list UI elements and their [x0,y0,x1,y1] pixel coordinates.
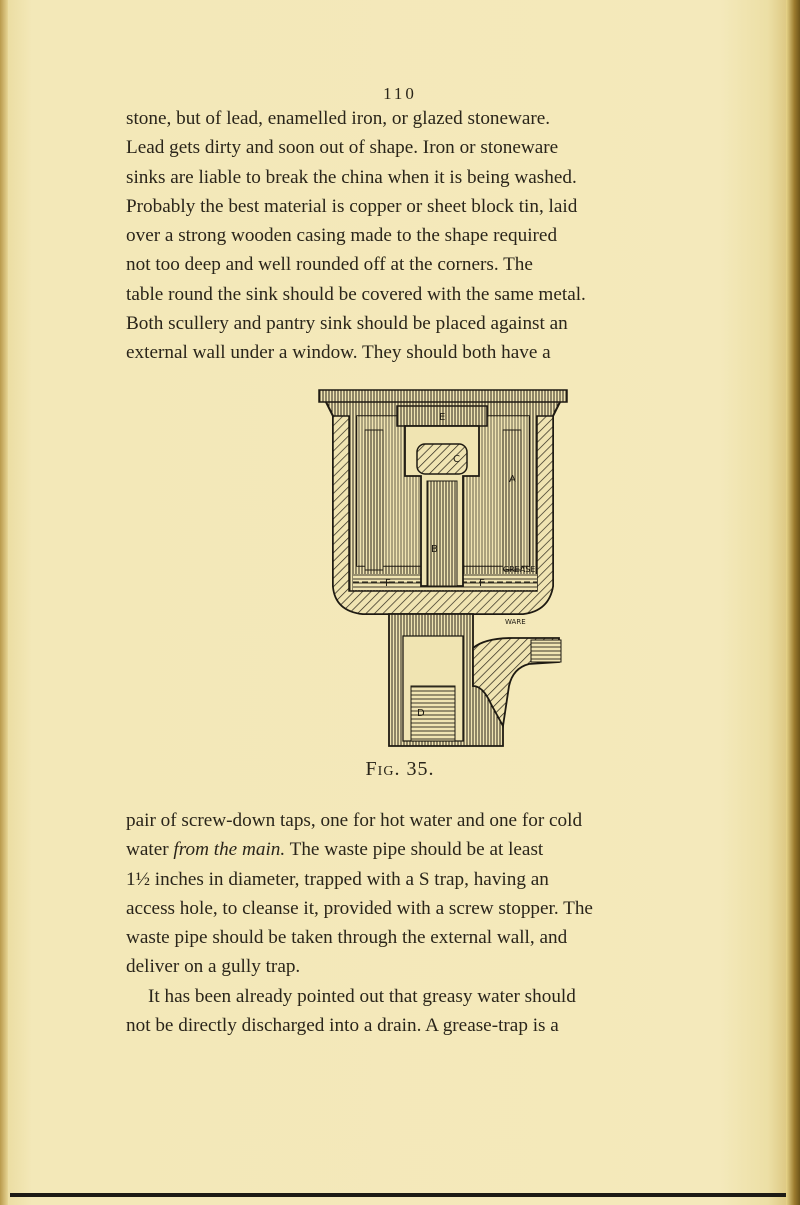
paragraph-bottom [126,806,726,1040]
label-d: D [417,708,425,719]
text-line: deliver on a gully trap. [126,956,301,978]
text-line: not too deep and well rounded off at the corners. The [126,254,533,276]
text-line: over a strong wooden casing made to the shape required [126,225,558,247]
text-line: Both scullery and pantry sink should be placed against an [126,313,568,335]
label-a: A [509,474,516,485]
text-line: external wall under a window. They should both have a [126,342,551,364]
label-grease: GREASE [503,565,536,574]
label-f-left: F [385,578,391,589]
text-line: table round the sink should be covered with the same metal. [126,283,586,305]
page-right-edge [786,0,800,1205]
page-number: 110 [383,84,417,103]
figure-caption: Fig. 35. [365,758,435,780]
text-line: access hole, to cleanse it, provided with a screw stopper. The [126,897,593,919]
page-left-edge [0,0,8,1205]
grease-trap-illustration [313,386,573,754]
text-line: waste pipe should be taken through the external wall, and [126,927,568,949]
label-ware: WARE [505,618,526,626]
text-line: Probably the best material is copper or sheet block tin, laid [126,195,578,217]
label-c: C [453,454,460,465]
paragraph-top [126,104,726,368]
label-e: E [439,412,446,423]
text-line: Lead gets dirty and soon out of shape. Iron or stoneware [126,137,559,159]
bottom-rule [10,1193,786,1197]
italic-phrase: from the main. [173,839,286,861]
text-line: sinks are liable to break the china when it is being washed. [126,166,577,188]
text-line: water from the main. The waste pipe should be at least [126,839,544,861]
text-line: stone, but of lead, enamelled iron, or glazed stoneware. [126,108,551,129]
text-line: pair of screw-down taps, one for hot water and one for cold [126,810,583,831]
text-line: It has been already pointed out that greasy water should [148,985,576,1007]
text-line: not be directly discharged into a drain. A grease-trap is a [126,1015,559,1037]
label-f-right: F [479,578,485,589]
label-b: B [431,544,438,555]
text-line: 1½ inches in diameter, trapped with a S trap, having an [126,868,549,890]
